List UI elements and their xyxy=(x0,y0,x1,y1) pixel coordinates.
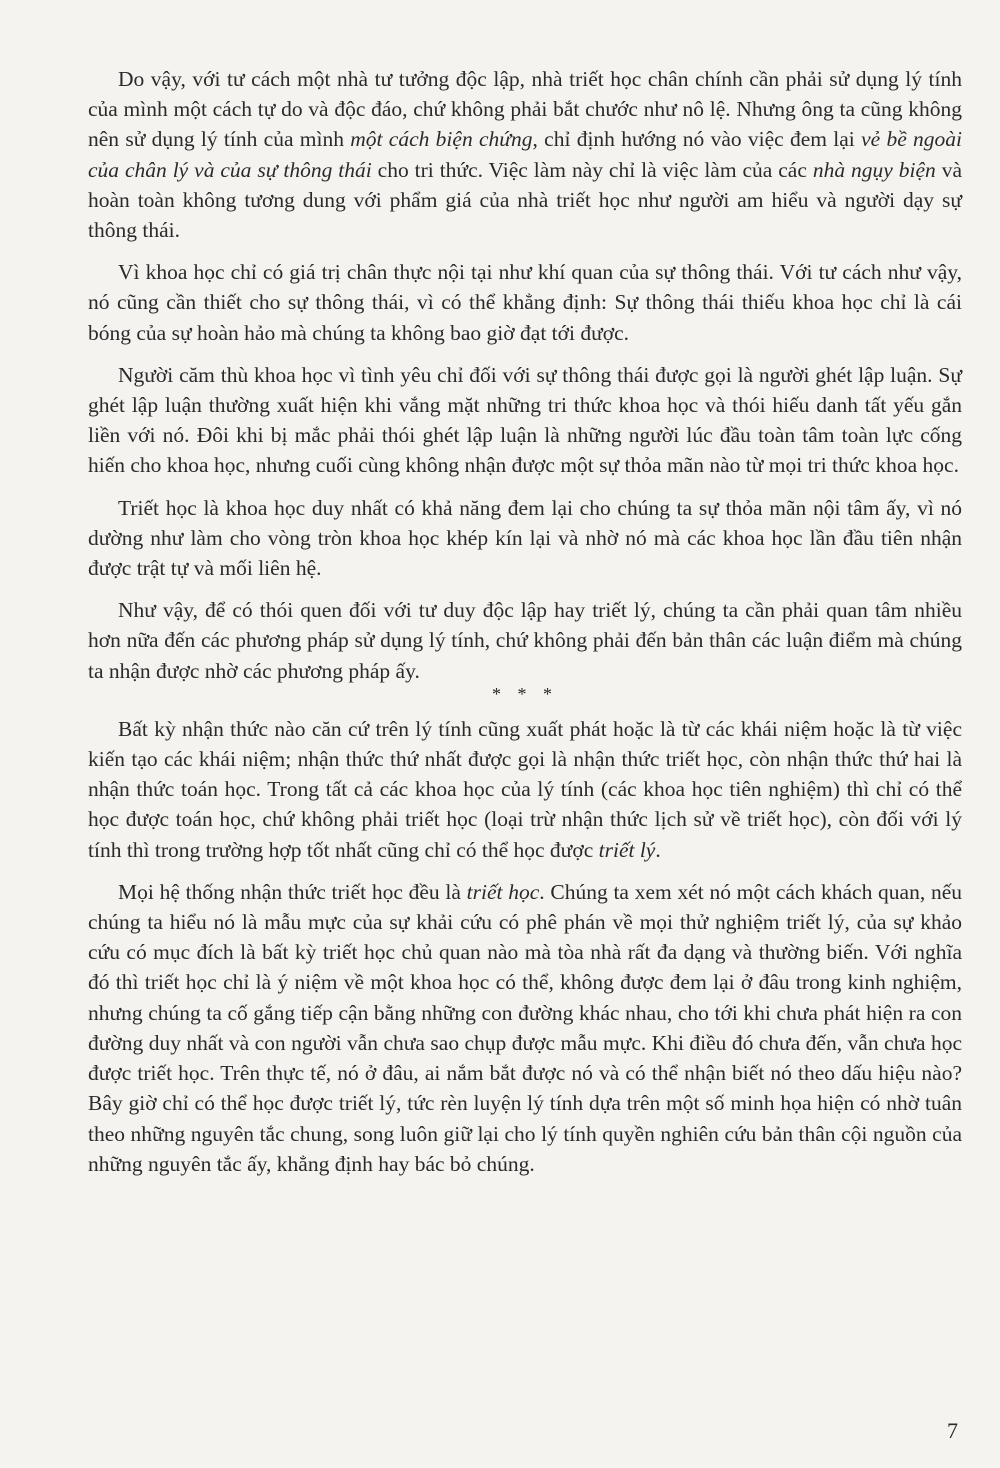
paragraphs-before-separator xyxy=(88,64,962,686)
text-run: Triết học là khoa học duy nhất có khả năng đem lại cho chúng ta sự thỏa mãn nội tâm ấy, vì nó dường như làm cho vòng tròn khoa học khép kín lại và nhờ nó mà các khoa học lần đầu tiên nhận được trật tự và mối liên hệ. xyxy=(88,495,962,581)
text-run: Vì khoa học chỉ có giá trị chân thực nội tại như khí quan của sự thông thái. Với tư cách như vậy, nó cũng cần thiết cho sự thông thái, vì có thể khẳng định: Sự thông thái thiếu khoa học chỉ là cái bóng của sự hoàn hảo mà chúng ta không bao giờ đạt tới được. xyxy=(88,260,962,345)
page-number: 7 xyxy=(947,1418,958,1443)
text-run: và hoàn toàn không tương dung với phẩm giá của nhà triết học như người am hiểu và người dạy sự thông thái. xyxy=(88,157,962,243)
italic-text-run: triết học xyxy=(466,879,540,904)
italic-text-run: vẻ bề ngoài của chân lý và của sự thông thái xyxy=(88,127,963,182)
text-run: . Chúng ta xem xét nó một cách khách quan, nếu chúng ta hiểu nó là mẫu mực của sự khải cứu có phê phán về mọi thử nghiệm triết lý, của sự khảo cứu có mục đích là bất kỳ triết học chủ quan nào mà tòa nhà rất đa dạng và thường biến. Với nghĩa đó thì triết học chỉ là ý niệm về một khoa học có thể, không được đem lại ở đâu trong kinh nghiệm, nhưng chúng ta cố gắng tiếp cận bằng những con đường khác nhau, cho tới khi chưa phát hiện ra con đường duy nhất và con người vẫn chưa sao chụp được mẫu mực. Khi điều đó chưa đến, vẫn chưa học được triết học. Trên thực tế, nó ở đâu, ai nắm bắt được nó và có thể nhận biết nó theo dấu hiệu nào? Bây giờ chỉ có thể học được triết lý, tức rèn luyện lý tính dựa trên một số minh họa hiện có nhờ tuân theo những nguyên tắc chung, song luôn giữ lại cho lý tính quyền nghiên cứu bản thân cội nguồn của những nguyên tắc ấy, khẳng định hay bác bỏ chúng. xyxy=(88,879,962,1176)
text-run: cho tri thức. Việc làm này chỉ là việc làm của các xyxy=(371,157,813,182)
text-run: . xyxy=(655,837,661,862)
paragraph xyxy=(88,493,962,584)
paragraphs-after-separator xyxy=(88,714,962,1179)
page-body xyxy=(88,64,962,1179)
section-separator: * * * xyxy=(492,683,558,704)
text-run: Như vậy, để có thói quen đối với tư duy độc lập hay triết lý, chúng ta cần phải quan tâm nhiều hơn nữa đến các phương pháp sử dụng lý tính, chứ không phải đến bản thân các luận điểm mà chúng ta nhận được nhờ các phương pháp ấy. xyxy=(88,598,962,683)
text-run: Người căm thù khoa học vì tình yêu chỉ đối với sự thông thái được gọi là người ghét lập luận. Sự ghét lập luận thường xuất hiện khi vắng mặt những tri thức khoa học và thói hiếu danh tất yếu gắn liền với nó. Đôi khi bị mắc phải thói ghét lập luận là những người lúc đầu toàn tâm toàn lực cống hiến cho khoa học, nhưng cuối cùng không nhận được một sự thỏa mãn nào từ mọi tri thức khoa học. xyxy=(88,362,962,478)
text-run: Bất kỳ nhận thức nào căn cứ trên lý tính cũng xuất phát hoặc là từ các khái niệm hoặc là từ việc kiến tạo các khái niệm; nhận thức thứ nhất được gọi là nhận thức triết học, còn nhận thức thứ hai là nhận thức toán học. Trong tất cả các khoa học của lý tính (các khoa học tiên nghiệm) thì chỉ có thể học được toán học, chứ không phải triết học (loại trừ nhận thức lịch sử về triết học), còn đối với lý tính thì trong trường hợp tốt nhất cũng chỉ có thể học được xyxy=(88,716,962,862)
paragraph xyxy=(88,714,962,865)
italic-text-run: một cách biện chứng xyxy=(350,127,533,152)
paragraph xyxy=(88,595,962,686)
italic-text-run: triết lý xyxy=(598,837,656,862)
text-run: Mọi hệ thống nhận thức triết học đều là xyxy=(118,879,467,904)
paragraph xyxy=(88,877,962,1179)
paragraph xyxy=(88,64,962,245)
paragraph xyxy=(88,257,962,348)
text-run: , chỉ định hướng nó vào việc đem lại xyxy=(532,127,862,152)
italic-text-run: nhà ngụy biện xyxy=(812,157,936,182)
text-run: Do vậy, với tư cách một nhà tư tưởng độc lập, nhà triết học chân chính cần phải sử dụng lý tính của mình một cách tự do và độc đáo, chứ không phải bắt chước như nô lệ. Nhưng ông ta cũng không nên sử dụng lý tính của mình xyxy=(88,67,962,152)
paragraph xyxy=(88,360,962,481)
